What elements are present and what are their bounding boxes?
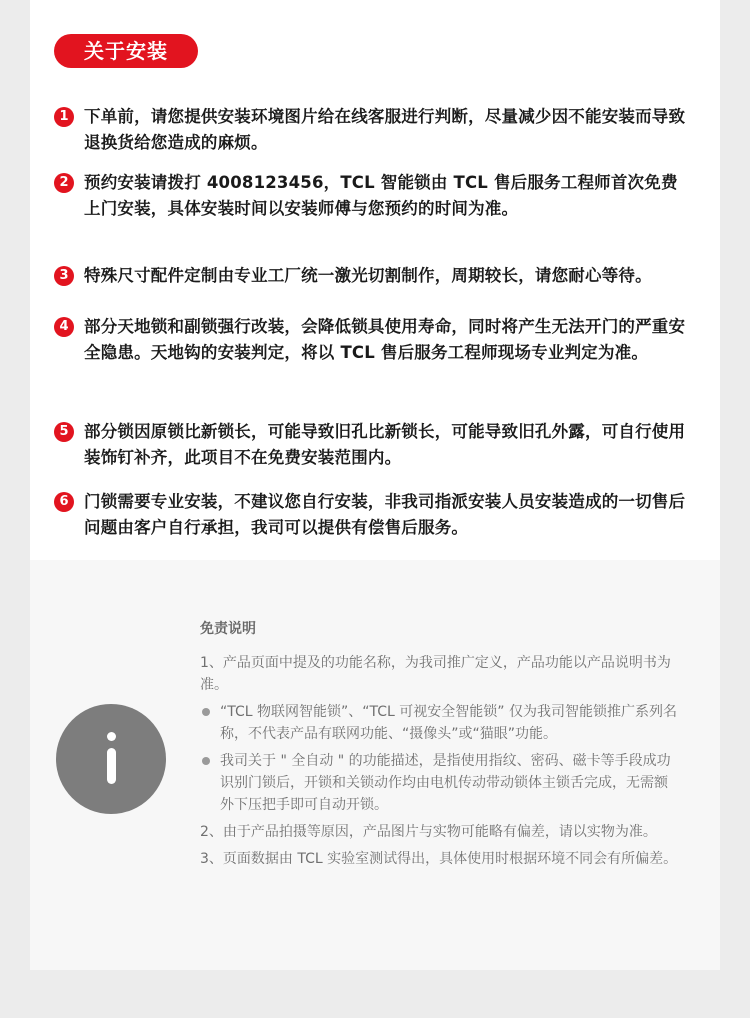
disclaimer-bullet <box>200 701 680 745</box>
item-number: 5 <box>54 422 74 442</box>
info-icon <box>56 704 166 814</box>
item-number: 6 <box>54 492 74 512</box>
section-title-badge: 关于安装 <box>54 34 198 68</box>
item-number: 2 <box>54 173 74 193</box>
item-number: 4 <box>54 317 74 337</box>
item-text: 门锁需要专业安装，不建议您自行安装，非我司指派安装人员安装造成的一切售后问题由客户自行承担，我司可以提供有偿售后服务。 <box>84 492 686 537</box>
item-text: 部分锁因原锁比新锁长，可能导致旧孔比新锁长，可能导致旧孔外露，可自行使用装饰钉补齐，此项目不在免费安装范围内。 <box>84 422 686 467</box>
disclaimer-paragraph: 1、产品页面中提及的功能名称，为我司推广定义，产品功能以产品说明书为准。 <box>200 655 671 693</box>
item-text: 预约安装请拨打 4008123456，TCL 智能锁由 TCL 售后服务工程师首次免费上门安装，具体安装时间以安装师傅与您预约的时间为准。 <box>84 173 678 218</box>
disclaimer-bullet <box>200 750 680 816</box>
list-item <box>54 314 694 366</box>
item-number: 3 <box>54 266 74 286</box>
disclaimer-paragraph: 3、页面数据由 TCL 实验室测试得出，具体使用时根据环境不同会有所偏差。 <box>200 851 678 867</box>
item-number: 1 <box>54 107 74 127</box>
info-icon-dot <box>107 732 116 741</box>
bullet-text: “TCL 物联网智能锁”、“TCL 可视安全智能锁” 仅为我司智能锁推广系列名称，不代表产品有联网功能、“摄像头”或“猫眼”功能。 <box>220 704 677 742</box>
list-item <box>54 170 694 222</box>
list-item <box>54 263 694 289</box>
disclaimer-title: 免责说明 <box>200 621 256 637</box>
bullet-dot-icon <box>202 757 210 765</box>
list-item <box>54 419 694 471</box>
disclaimer <box>200 618 680 875</box>
bullet-text: 我司关于 " 全自动 " 的功能描述，是指使用指纹、密码、磁卡等手段成功识别门锁后，开锁和关锁动作均由电机传动带动锁体主锁舌完成，无需额外下压把手即可自动开锁。 <box>220 753 671 813</box>
disclaimer-paragraph: 2、由于产品拍摄等原因，产品图片与实物可能略有偏差，请以实物为准。 <box>200 824 657 840</box>
list-item <box>54 489 694 541</box>
list-item <box>54 104 694 156</box>
item-text: 特殊尺寸配件定制由专业工厂统一激光切割制作，周期较长，请您耐心等待。 <box>84 266 652 285</box>
item-text: 部分天地锁和副锁强行改装，会降低锁具使用寿命，同时将产生无法开门的严重安全隐患。天地钩的安装判定，将以 TCL 售后服务工程师现场专业判定为准。 <box>84 317 686 362</box>
info-icon-bar <box>107 748 116 784</box>
item-text: 下单前，请您提供安装环境图片给在线客服进行判断，尽量减少因不能安装而导致退换货给您造成的麻烦。 <box>84 107 686 152</box>
bullet-dot-icon <box>202 708 210 716</box>
